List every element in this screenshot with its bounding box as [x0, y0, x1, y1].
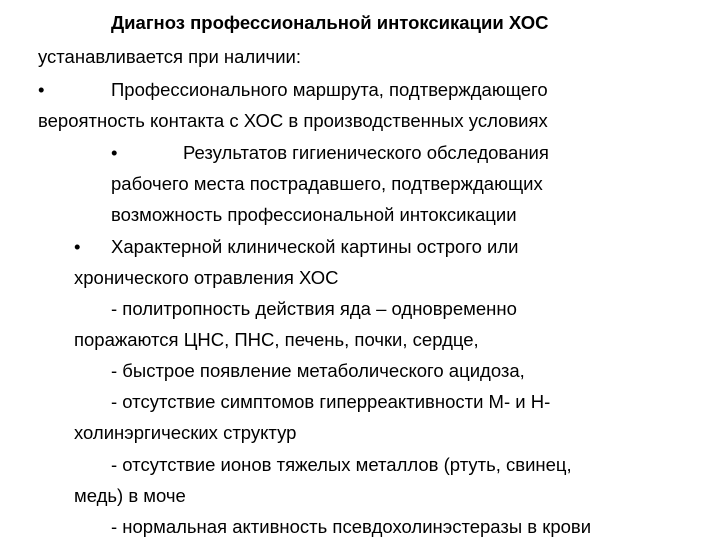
slide-title: Диагноз профессиональной интоксикации ХОС: [111, 12, 549, 33]
dash-item: - быстрое появление метаболического ацидоза,: [111, 360, 525, 381]
dash-item-continuation: холинэргических структур: [74, 422, 297, 443]
bullet-text: Характерной клинической картины острого или: [111, 236, 519, 257]
dash-item: - политропность действия яда – одновременно: [111, 298, 517, 319]
bullet-text-continuation: вероятность контакта с ХОС в производственных условиях: [38, 110, 548, 131]
bullet-text: Результатов гигиенического обследования: [183, 142, 549, 163]
bullet-marker: •: [111, 142, 118, 163]
intro-line: устанавливается при наличии:: [38, 46, 302, 67]
bullet-marker: •: [38, 79, 45, 100]
dash-item: - отсутствие симптомов гиперреактивности М- и Н-: [111, 391, 551, 412]
dash-item: - отсутствие ионов тяжелых металлов (ртуть, свинец,: [111, 454, 572, 475]
bullet-text-continuation: хронического отравления ХОС: [74, 267, 339, 288]
bullet-text-continuation: рабочего места пострадавшего, подтверждающих: [111, 173, 543, 194]
bullet-marker: •: [74, 236, 81, 257]
bullet-text-continuation: возможность профессиональной интоксикации: [111, 204, 517, 225]
dash-item-continuation: медь) в моче: [74, 485, 186, 506]
dash-item: - нормальная активность псевдохолинэстеразы в крови: [111, 516, 592, 537]
bullet-text: Профессионального маршрута, подтверждающего: [111, 79, 548, 100]
dash-item-continuation: поражаются ЦНС, ПНС, печень, почки, сердце,: [74, 329, 479, 350]
